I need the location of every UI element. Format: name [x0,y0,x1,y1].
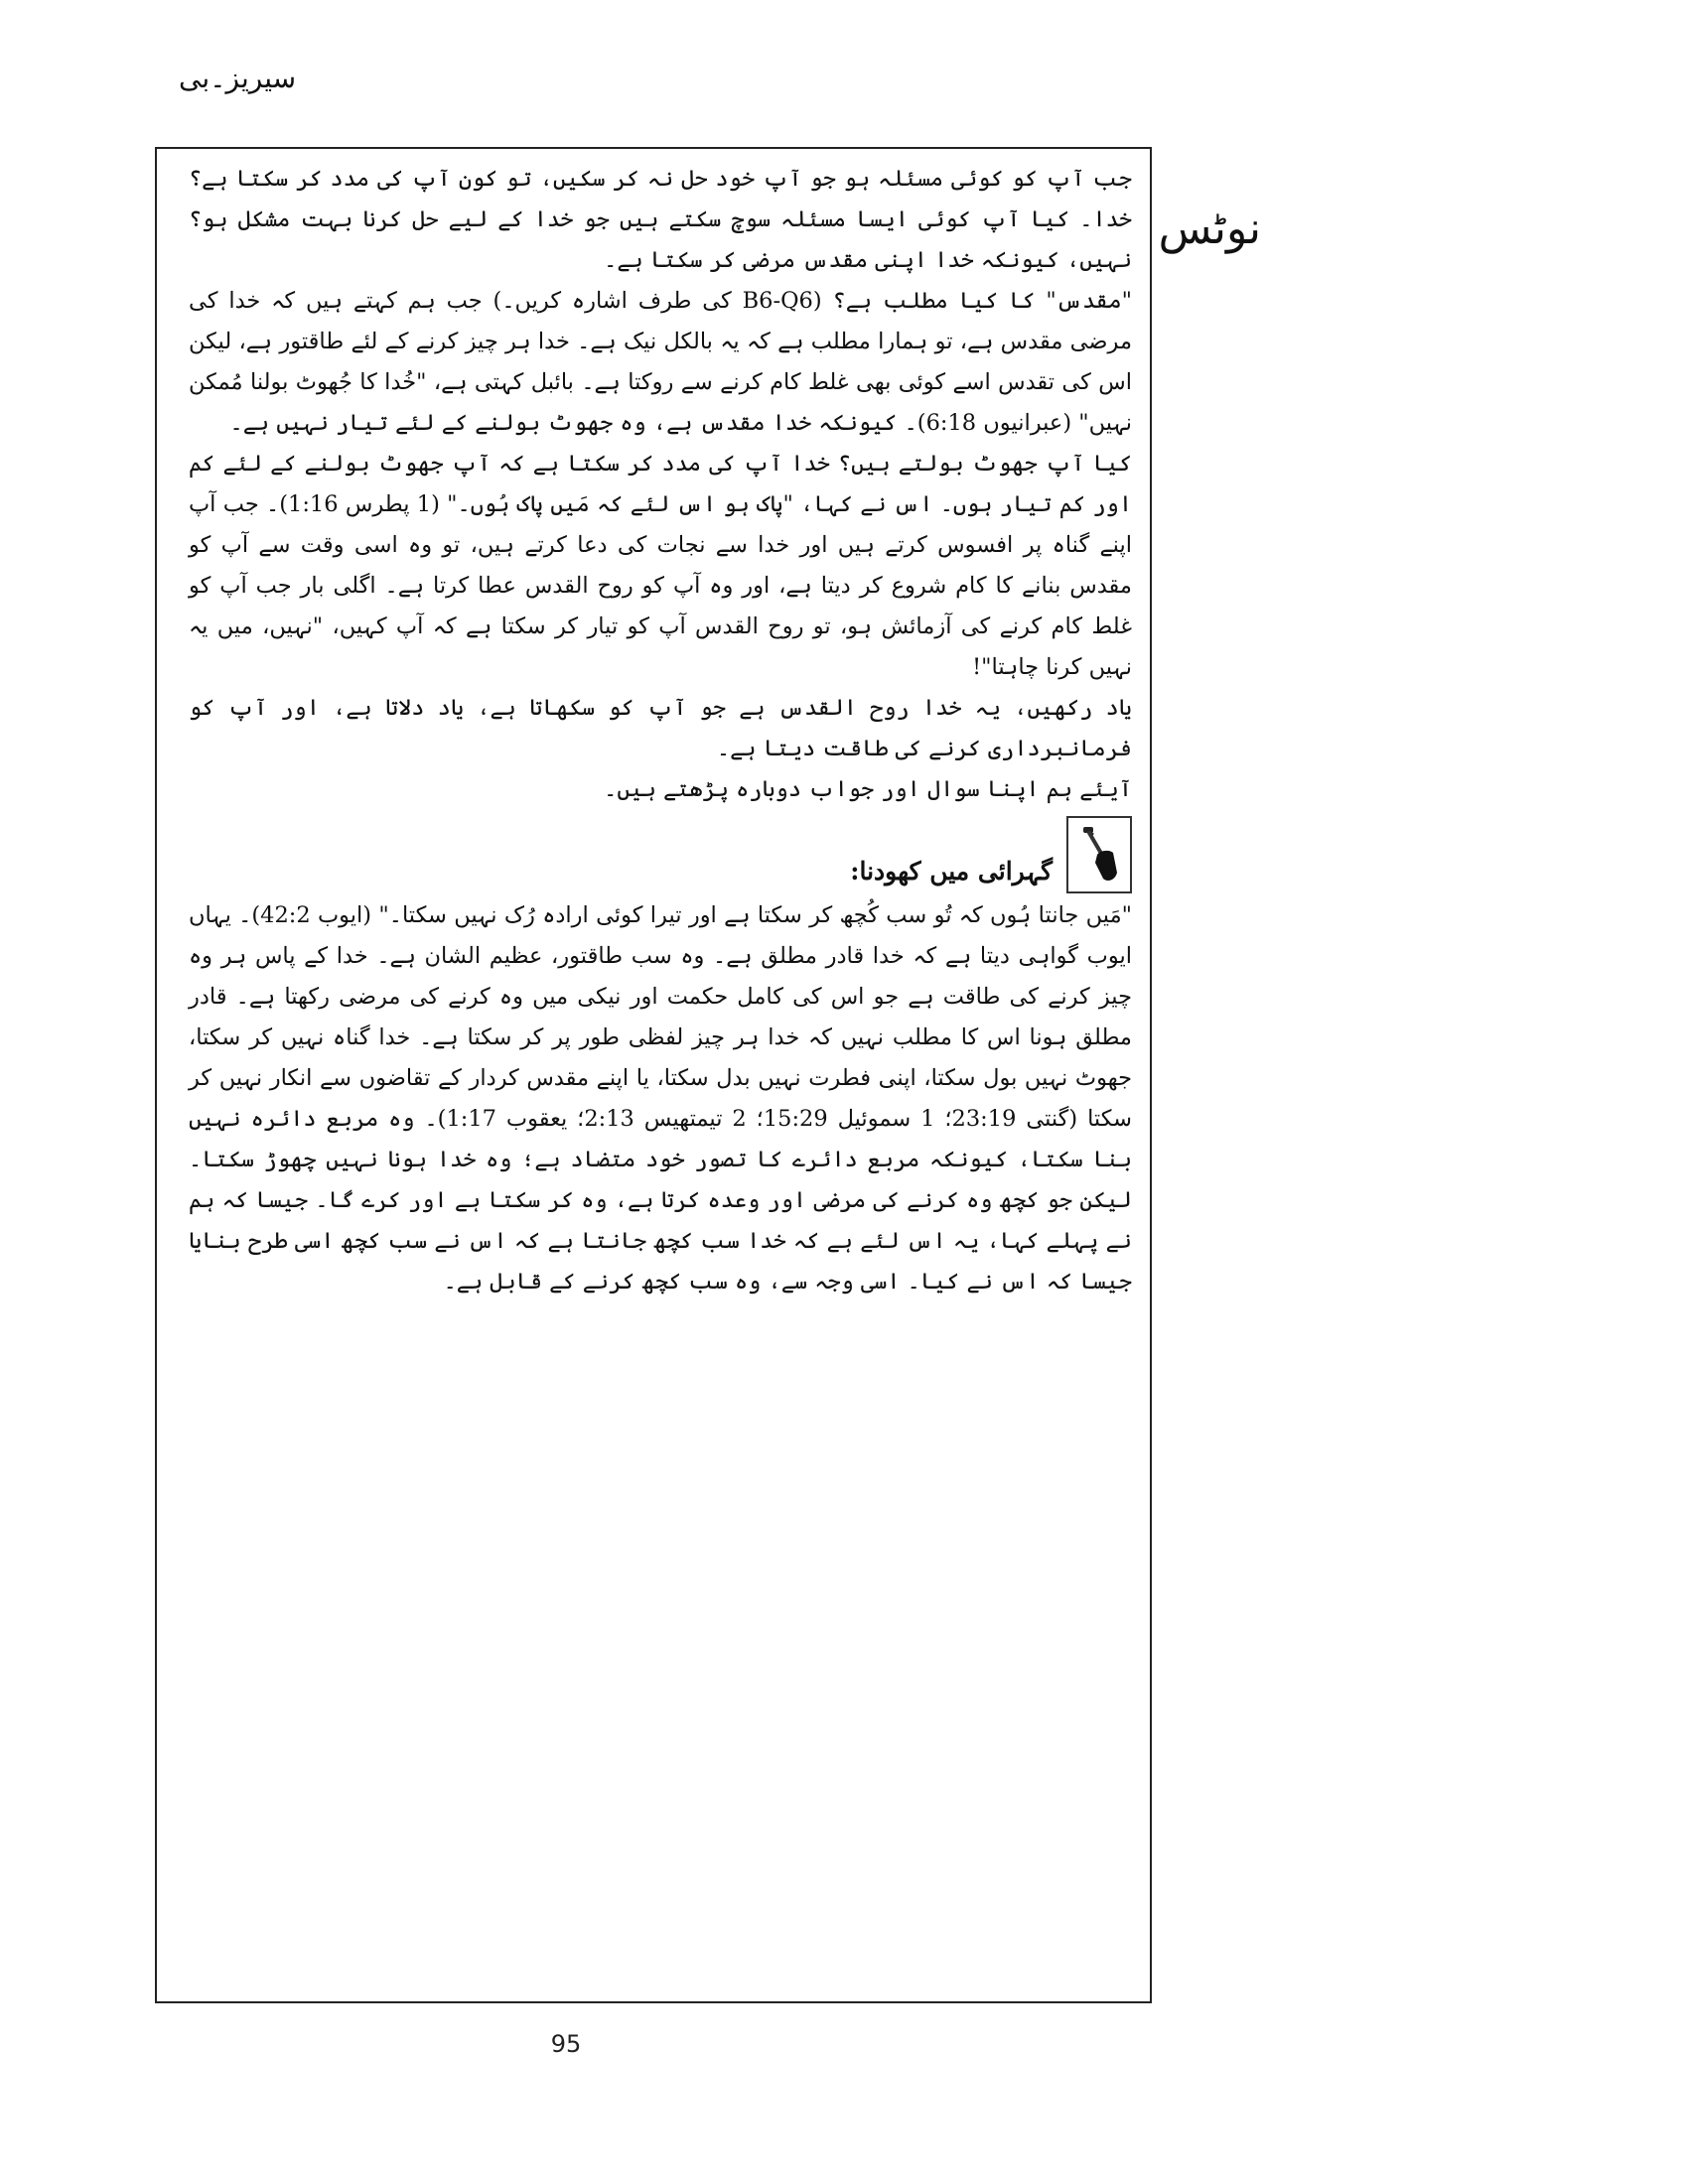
paragraph-reread: آیئے ہم اپنا سوال اور جواب دوبارہ پڑھتے ہیں۔ [604,776,1132,802]
page-body [189,159,1132,1302]
page-number: 95 [550,2030,582,2058]
series-label: سیریز۔بی [179,62,297,94]
paragraph-remember: یاد رکھیں، یہ خدا روح القدس ہے جو آپ کو سکھاتا ہے، یاد دلاتا ہے، اور آپ کو فرمانبرداری کرنے کی طاقت دیتا ہے۔ [189,695,1132,761]
shovel-icon [1066,816,1132,893]
digging-title: گہرائی میں کھودنا: [850,857,1053,886]
paragraph-intro: جب آپ کو کوئی مسئلہ ہو جو آپ خود حل نہ کر سکیں، تو کون آپ کی مدد کر سکتا ہے؟ خدا۔ کیا آپ کوئی ایسا مسئلہ سوچ سکتے ہیں جو خدا کے لیے حل کرنا بہت مشکل ہو؟ نہیں، کیونکہ خدا اپنی مقدس مرضی کر سکتا ہے۔ [189,166,1132,273]
paragraph-holy: "مقدس" کا کیا مطلب ہے؟ (B6-Q6 کی طرف اشارہ کریں۔) جب ہم کہتے ہیں کہ خدا کی مرضی مقدس ہے، تو ہمارا مطلب ہے کہ یہ بالکل نیک ہے۔ خدا ہر چیز کرنے کے لئے طاقتور ہے، لیکن اس کی تقدس اسے کوئی بھی غلط کام کرنے سے روکتا ہے۔ بائبل کہتی ہے، "خُدا کا جُھوٹ بولنا مُمکن نہیں" (عبرانیوں 6:18)۔ کیونکہ خدا مقدس ہے، وہ جھوٹ بولنے کے لئے تیار نہیں ہے۔ [189,288,1132,436]
paragraph-lying: کیا آپ جھوٹ بولتے ہیں؟ خدا آپ کی مدد کر سکتا ہے کہ آپ جھوٹ بولنے کے لئے کم اور کم تیار ہوں۔ اس نے کہا، "پاک ہو اس لئے کہ مَیں پاک ہُوں۔" (1 پطرس 1:16)۔ جب آپ اپنے گناہ پر افسوس کرتے ہیں اور خدا سے نجات کی دعا کرتے ہیں، تو وہ اسی وقت سے آپ کو مقدس بنانے کا کام شروع کر دیتا ہے، اور وہ آپ کو روح القدس عطا کرتا ہے۔ اگلی بار جب آپ کو غلط کام کرنے کی آزمائش ہو، تو روح القدس آپ کو تیار کر سکتا ہے کہ آپ کہیں، "نہیں، میں یہ نہیں کرنا چاہتا"! [189,451,1133,680]
paragraph-digging: "مَیں جانتا ہُوں کہ تُو سب کُچھ کر سکتا ہے اور تیرا کوئی ارادہ رُک نہیں سکتا۔" (ایوب 42:2)۔ یہاں ایوب گواہی دیتا ہے کہ خدا قادر مطلق ہے۔ وہ سب طاقتور، عظیم الشان ہے۔ خدا کے پاس ہر وہ چیز کرنے کی طاقت ہے جو اس کی کامل حکمت اور نیکی میں وہ کرنے کی مرضی رکھتا ہے۔ قادر مطلق ہونا اس کا مطلب نہیں کہ خدا ہر چیز لفظی طور پر کر سکتا ہے۔ خدا گناہ نہیں کر سکتا، جھوٹ نہیں بول سکتا، اپنی فطرت نہیں بدل سکتا، یا اپنے مقدس کردار کے تقاضوں سے انکار نہیں کر سکتا (گنتی 23:19؛ 1 سموئیل 15:29؛ 2 تیمتھیس 2:13؛ یعقوب 1:17)۔ وہ مربع دائرہ نہیں بنا سکتا، کیونکہ مربع دائرے کا تصور خود متضاد ہے؛ وہ خدا ہونا نہیں چھوڑ سکتا۔ لیکن جو کچھ وہ کرنے کی مرضی اور وعدہ کرتا ہے، وہ کر سکتا ہے اور کرے گا۔ جیسا کہ ہم نے پہلے کہا، یہ اس لئے ہے کہ خدا سب کچھ جانتا ہے کہ اس نے سب کچھ اسی طرح بنایا جیسا کہ اس نے کیا۔ اسی وجہ سے، وہ سب کچھ کرنے کے قابل ہے۔ [189,902,1133,1295]
digging-deeper-heading [189,816,1132,893]
notes-label: نوٹس [1158,204,1261,254]
